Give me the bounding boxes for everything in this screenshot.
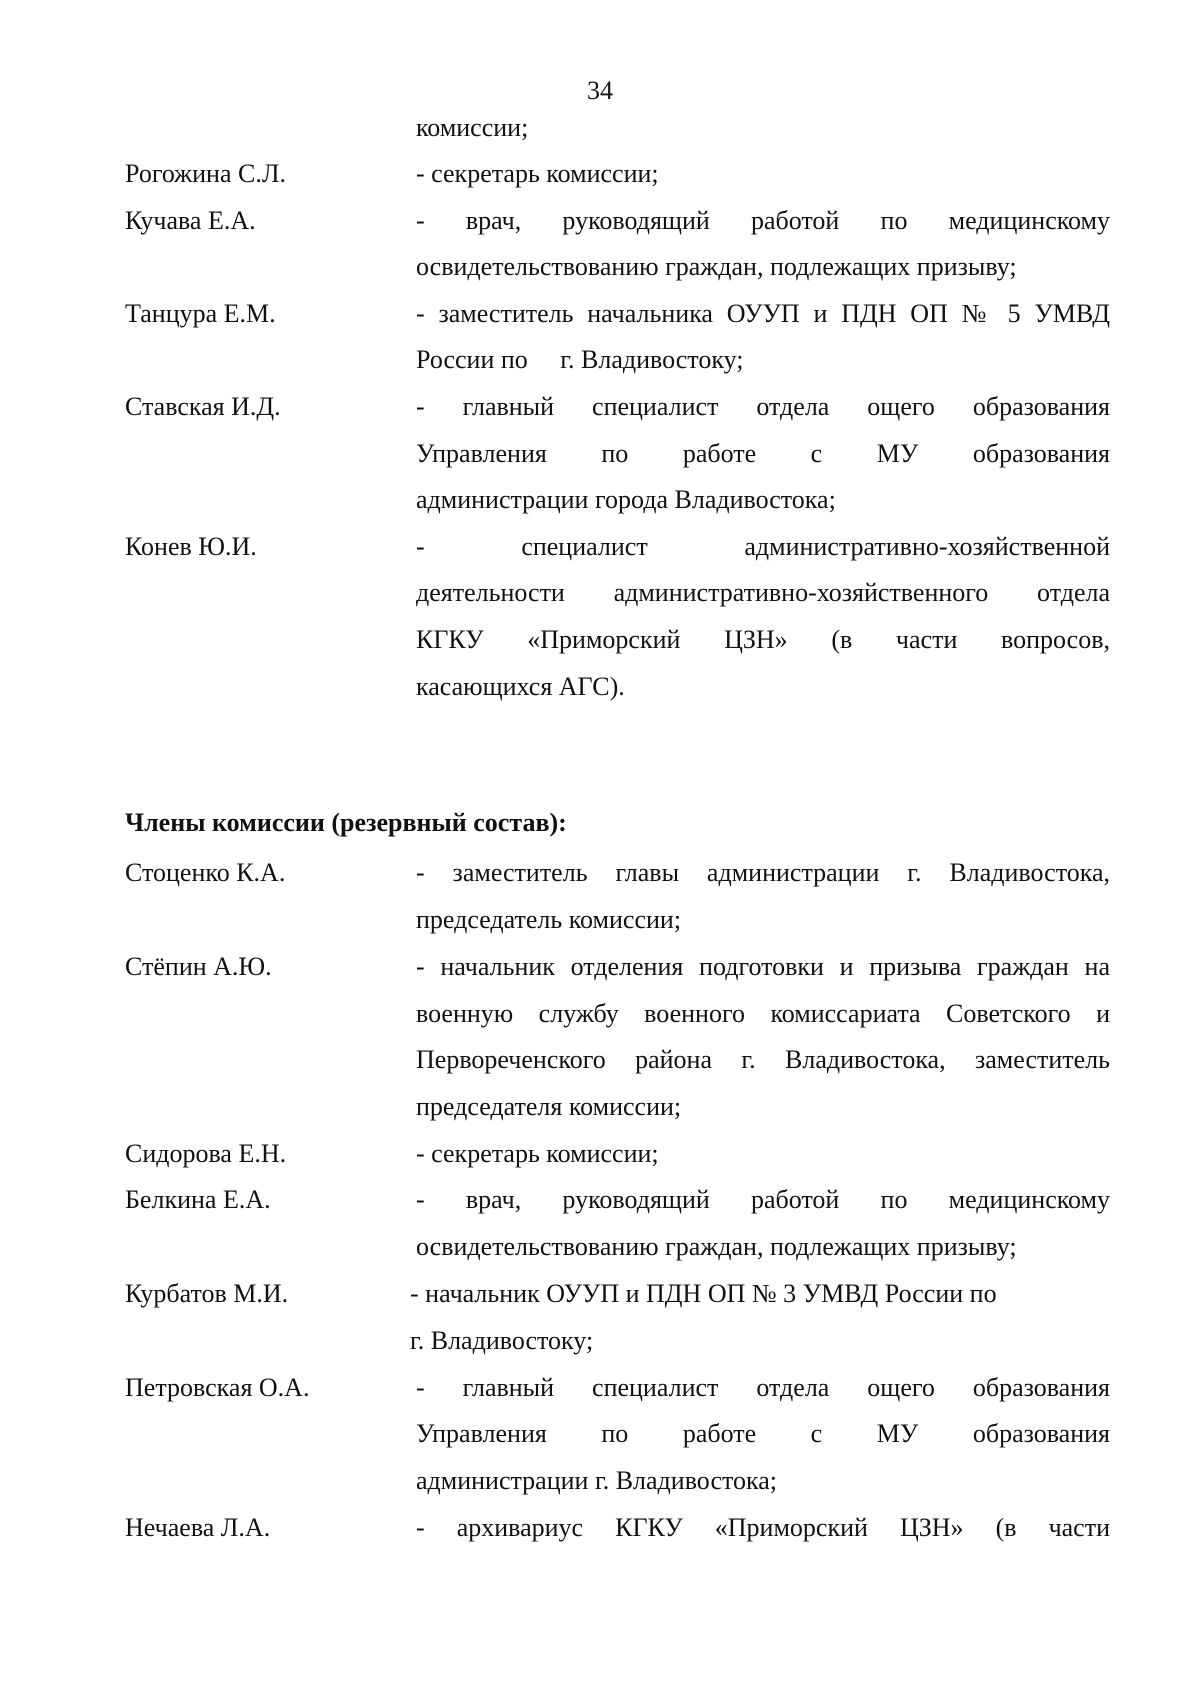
member-name: Стоценко К.А. — [125, 858, 286, 887]
page-number: 34 — [587, 76, 613, 105]
member-role: освидетельствованию граждан, подлежащих призыву; — [416, 252, 1017, 281]
continuation-text: комиссии; — [416, 113, 529, 142]
member-role: - специалист административно-хозяйственной — [416, 532, 1110, 561]
member-role: касающихся АГС). — [416, 672, 625, 701]
member-role: - начальник отделения подготовки и призыва граждан на — [416, 952, 1110, 981]
member-role: - заместитель начальника ОУУП и ПДН ОП № 5 УМВД — [416, 299, 1110, 328]
member-role: деятельности административно-хозяйственного отдела — [416, 578, 1110, 607]
member-role: КГКУ «Приморский ЦЗН» (в части вопросов, — [416, 625, 1110, 654]
member-role: Управления по работе с МУ образования — [416, 1419, 1110, 1448]
member-name: Танцура Е.М. — [125, 299, 276, 328]
member-name: Ставская И.Д. — [125, 392, 281, 421]
member-name: Кучава Е.А. — [125, 206, 256, 235]
member-role: Управления по работе с МУ образования — [416, 439, 1110, 468]
member-role: - начальник ОУУП и ПДН ОП № 3 УМВД России по — [410, 1279, 997, 1308]
member-role: военную службу военного комиссариата Советского и — [416, 999, 1110, 1028]
member-role: - главный специалист отдела ощего образования — [416, 1373, 1110, 1402]
member-role: г. Владивостоку; — [410, 1326, 594, 1355]
member-name: Белкина Е.А. — [125, 1185, 271, 1214]
member-role: администрации города Владивостока; — [416, 485, 836, 514]
member-role: - секретарь комиссии; — [416, 1139, 659, 1168]
member-role: - врач, руководящий работой по медицинскому — [416, 206, 1110, 235]
member-name: Курбатов М.И. — [125, 1279, 289, 1308]
member-name: Нечаева Л.А. — [125, 1513, 271, 1542]
member-role: председатель комиссии; — [416, 905, 682, 934]
member-name: Петровская О.А. — [125, 1373, 310, 1402]
member-role: - секретарь комиссии; — [416, 159, 659, 188]
member-role: России по г. Владивостоку; — [416, 345, 744, 374]
member-role: - врач, руководящий работой по медицинскому — [416, 1185, 1110, 1214]
member-role: - архивариус КГКУ «Приморский ЦЗН» (в части — [416, 1513, 1110, 1542]
member-name: Стёпин А.Ю. — [125, 952, 272, 981]
member-name: Конев Ю.И. — [125, 532, 257, 561]
member-role: Первореченского района г. Владивостока, заместитель — [416, 1045, 1110, 1074]
member-role: председателя комиссии; — [416, 1092, 682, 1121]
member-role: - главный специалист отдела ощего образования — [416, 392, 1110, 421]
member-role: - заместитель главы администрации г. Владивостока, — [416, 858, 1110, 887]
member-name: Сидорова Е.Н. — [125, 1139, 287, 1168]
section-heading: Члены комиссии (резервный состав): — [125, 808, 567, 837]
member-name: Рогожина С.Л. — [125, 159, 286, 188]
member-role: освидетельствованию граждан, подлежащих призыву; — [416, 1232, 1017, 1261]
member-role: администрации г. Владивостока; — [416, 1466, 778, 1495]
